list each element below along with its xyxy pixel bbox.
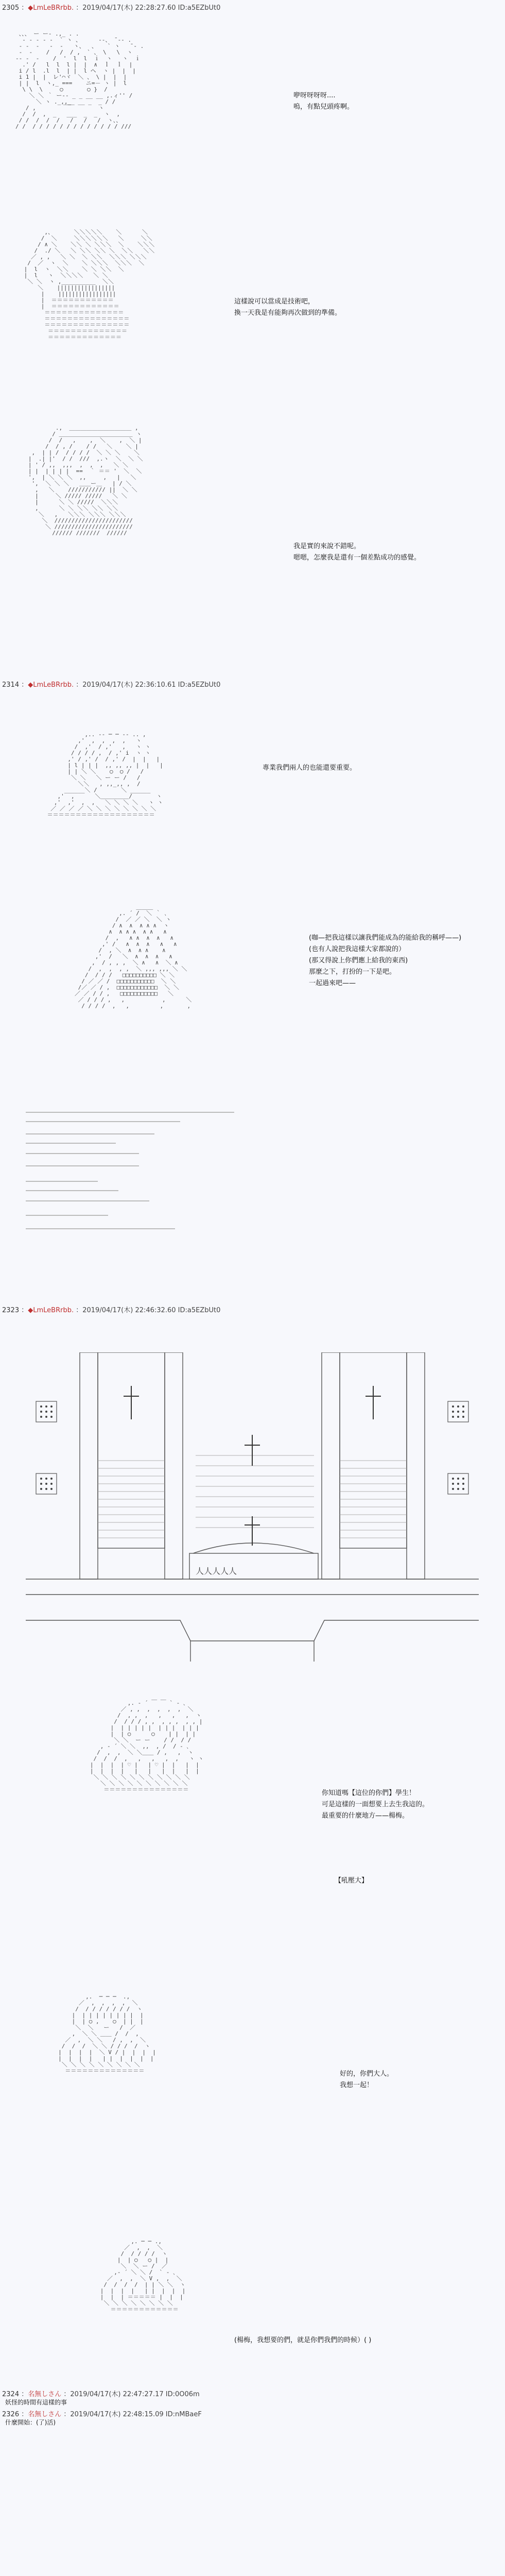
sound-tag: 【吼壓大】 — [335, 1877, 369, 1885]
post-number[interactable]: 2323 — [2, 1307, 20, 1314]
post-meta: 2019/04/17(木) 22:47:27.17 ID:0O06m — [70, 2391, 200, 2398]
dialog-line: (楊梅，我想要的們，就是你們我們的時候）( ) — [234, 2336, 372, 2344]
ascii-art-sleepy-girl: 、、、 ー ー‐ .,_ . . ‐ ‐ ‐ ‐ ‐ ` ヽ 、 ‐‐、 ̄ ‐‐ . ‐ ‐ ‐ ‐ ‐ ヽ、 、 ` ヽ ̄ ‐ . ‐ ‐ / / / , ` 、 \ \ ヽ ‐‐ ‐ ‐ / ' l l ｉ ヽ ヽ ｉ .' / l l l | | ∧ ｌ ｌ | i / l .l l | | l ヘ ヽ | | | i 1 | | レ'⌒ヾ ＼ 、 \ | | | | | l ヽ,_ === ニ=－ ヽ | l \ \ \ ○ ○ } / ＼ ＼ ｀ ー-- _ _ __ __ ,.ィ'' / ＼ ヽ ._,,_ __ _ _ / / / , ￣￣ ヽ / / , _ ___ _ _ ヽ , / / / / / / / / ヽ、、 / / / / / / / / / / / / / / / /// — [15, 30, 144, 130]
dialog-line: 你知道嗎【這位的你們】學生！ — [322, 1789, 416, 1797]
dialog-line: 咿呀呀呀呀.... — [293, 92, 336, 99]
dialog-block — [322, 1788, 429, 1822]
divider — [26, 1112, 234, 1113]
dialog-line: 可是這樣的一面想要上去生我這的。 — [322, 1801, 429, 1808]
dialog-line: 專業我們兩人的也能還要重要。 — [263, 764, 357, 772]
divider — [26, 1215, 108, 1216]
dialog-block — [234, 296, 341, 319]
altar-figures: 人人人人人 — [196, 1566, 237, 1576]
post-meta: 2019/04/17(木) 22:48:15.09 ID:nMBaeF — [70, 2411, 202, 2418]
dialog-line: 嗯嗯，怎麼我是還有一個差點成功的感覺。 — [293, 554, 421, 562]
poster-name: ◆LmLeBRrbb. — [28, 681, 74, 689]
post-header: 2305 ：◆LmLeBRrbb. ：2019/04/17(木) 22:28:27.60 ID:a5EZbUt0 — [2, 4, 221, 12]
ascii-art-girl-bust: ,.. -- ─ ─ -- .. , ,' , , , , ヽ / ,' / ,' , ヽ ヽ / / / / , / ,' i ヽ ヽ ,' / ,' / / ,' / | | | | l | | | ,, ,, ,, | | | | | ＼ ＼ ○ ○ / / ＼ ＼ ＼ ー ー / / ＼＼ , ,,_,, , / ______＼ / ＼ ______ ,' , ＼＿＿＿＿＿/ ヽ ,' ,' , , ＼ ＼ ＼ ＼ ヽ ヽ ／ ／ ／ ／ ＼ ＼ ＼ ＼ ＼ ＼ ＼ ＼ ＝＝＝＝＝＝＝＝＝＝＝＝＝＝＝＝＝＝＝ — [47, 731, 163, 818]
reply-text: 什麼開始：(了)活) — [5, 2419, 56, 2426]
poster-name: ◆LmLeBRrbb. — [28, 4, 74, 12]
dialog-line: 好的，你們大人。 — [340, 2070, 394, 2078]
dialog-line: 嗚，有點兒頭疼啊。 — [293, 103, 354, 111]
ascii-art-girl-praying: ,. ‐ ´ ￣ ￣ ` ‐ ､ ／ , , , , , , ＼ / , , , , , , ヽ / / / / , , , , , , , | | | | | | | | | | | | | | | ○ ○ | | | | ＼ ＼ ー ー / / / / , ‐ ´ ＼ ＼ ,, , / / ‐ ､ / , , ＼ ＼＿＿ / , , ヽ / / / , , , , , ヽ ヽ | | | | ♡ | | ♡ | | | | | | | | | | | | | | ＼ ＼ ＼ ＼ ＼ ＼ ＼ ＼ ＼ ＼ ＼ ＼ ＼ ＼ ＼ ＼ ＼ ＼ ＼ ＼ ＼ ＝＝＝＝＝＝＝＝＝＝＝＝＝＝＝ — [90, 1700, 204, 1793]
dialog-block — [293, 541, 421, 564]
divider — [26, 1190, 118, 1191]
divider — [26, 1200, 149, 1201]
poster-name: ◆LmLeBRrbb. — [28, 1307, 74, 1314]
church-interior-art — [26, 1352, 479, 1672]
ascii-art-boy-bowing: ,. ─ ─ ─ ., ／ , , , , ＼ / / / / / / / / ヽ | | | | | | | | | | | | ○ , ○ | | | ＼ ＼ ー / ／ , ＼ ＼ ＿＿ / / , ／ , ＼ ＼ / , , ＼ / / / ＼ ＼ / / / / ヽ | | | | ＼ V / | | | | | | | | | | | | | | ＼ ＼ ＼ ＼ ＼ ＼ ＼ ＼ ＼ ＝＝＝＝＝＝＝＝＝＝＝＝＝＝ — [58, 1993, 156, 2074]
dialog-line: 換一天我是有能夠再次做到的準備。 — [234, 309, 342, 317]
post-number[interactable]: 2305 — [2, 4, 20, 12]
dialog-block — [340, 2069, 393, 2091]
dialog-line: (也有人說把我這樣大家都說的） — [309, 945, 406, 953]
post-header: 2323 ：◆LmLeBRrbb. ：2019/04/17(木) 22:46:32.60 ID:a5EZbUt0 — [2, 1307, 221, 1314]
post-number[interactable]: 2324 — [2, 2391, 20, 2398]
divider — [26, 1153, 139, 1154]
ascii-art-girl-with-cloth: ., ＿＿＿＿＿＿＿＿＿＿＿ , / ＿＿＿＿＿＿＿＿＿＿＿＿＿ ヽ / / , , ＼ , ＼ | / / , / / / ＼ ＼ | , | | / / / / / ＼ ＼ ＼ ＼ | .| |' / / /// ,.ヽ ＼ ＼ ＼ | ' / ,, ,,, , , , ＼ ＼ | | | | | | == ｀ ＝＝ ' ＼ ＼ ', | ＼ ＼ ＼ ,, , | ＼ ', ＼ ＼ ＼ ＿＿ー＿ | / ＼ , ＼ /////////// || ＼ ＼ | ＼ ///// ///// ＼ ＼ | ＼ ＼ ///// ＼＼＼ , ＼ ＼ ＼＼ ＼＼ ＼＼ ＼ , ＼＼＼ ＼＼＼ ＼＼＼ ＼ /////////////////////// ＼ /////////////////////// ////// /////// ////// — [28, 425, 143, 536]
ascii-art-figure-kneeling: ,. ─ ─ ., ／ , , ＼ / / / / / ヽ | | ○ ○ | | ＼ ＼ ー / ／ ,‐ ´ ＼ ＼ / ` ‐ ､ ／ , , ＼ V , , ＼ / / / / | | ＼ ＼ ヽ | | | | | | | | | | | | ＝＝＝＝＝ | | | ＼ ＼ ＼ ＼ ＼ ＼ ＼ ＼ ＝＝＝＝＝＝＝＝＝＝＝＝ — [100, 2238, 186, 2313]
divider — [26, 1165, 139, 1166]
poster-name: 名無しさん — [28, 2411, 62, 2418]
post-header: 2314 ：◆LmLeBRrbb. ：2019/04/17(木) 22:36:10.61 ID:a5EZbUt0 — [2, 681, 221, 689]
dialog-line: 我想一起！ — [340, 2081, 374, 2089]
ascii-art-group-of-characters: ＿＿＿ ,. ´ / ＼ ｀ ､ / ／ ／ ＼ ＼ ヽ / ∧ ∧ ∧ ∧ ∧ ヽ ∧ ∧ ∧ ∧ ∧ ∧ ∧ / , ∧ ∧ ∧ ∧ ∧ ,' / ∧ ∧ ∧ ∧ ∧ / , ＼ ∧ ∧ ∧ ∧ ,' / ＼ ∧ ∧ ∧ ∧ , / , , , ＼ ∧ ∧ ＼ ∧ / , , , , ＼ ,,, ,,, ＼ ＼ / / / / □□□□□□□□□□ ＼ ＼ / ／ ／ / □□□□□□□□□□□ ＼ ＼ /／ ／ / , □□□□□□□□□□□□ ＼ ＼ ／ ／ / / , □□□□□□□□□□□ ＼ ／ / / / , , , ＼ / / / / , , , , — [75, 904, 192, 1009]
divider — [26, 1181, 98, 1182]
dialog-block — [309, 933, 461, 989]
dialog-line: 一起過來吧—— — [309, 979, 356, 987]
post-meta: 2019/04/17(木) 22:28:27.60 ID:a5EZbUt0 — [82, 4, 221, 12]
post-meta: 2019/04/17(木) 22:36:10.61 ID:a5EZbUt0 — [82, 681, 221, 689]
post-meta: 2019/04/17(木) 22:46:32.60 ID:a5EZbUt0 — [82, 1307, 221, 1314]
post-number[interactable]: 2314 — [2, 681, 20, 689]
ascii-art-maid-lying: ,、 ＼＼＼＼＼ ＼ ＼ / ＼ ＼＼＼＼＼＼ ＼ ＼＼ / ∧ ＼ ＼＼ ＼ ＼＼＼ ＼ ＼＼＼ / ./ ＼ ＼ ＼＼ ＼＼ ＼ ＼＼ ＼＼ ／ , , ＼ ＼ ＼ ＼＼ ＼＼＼ ＼＼＼ / ／ ヽ ＼ ＼ ＼＼＼ ＼＼＼ ＼ | l ヽ ＼＼ ＼ ＼ ＼＼ ＼ | l ヽ ＼＼＼＼ ＼ ＼ ＼ ＼ ヽ ,__________ ＼＼ ＼ ||||||||||||||||| | ||||||||||||||||| | ＝＝＝＝＝＝＝＝＝＝＝ | ＝＝＝＝＝＝＝＝＝＝＝＝ ＝＝＝＝＝＝＝＝＝＝＝＝＝＝ ＝＝＝＝＝＝＝＝＝＝＝＝＝＝＝ ＝＝＝＝＝＝＝＝＝＝＝＝＝＝＝ ＝＝＝＝＝＝＝＝＝＝＝＝＝＝ ＝＝＝＝＝＝＝＝＝＝＝＝＝ — [24, 229, 155, 341]
divider — [26, 1133, 154, 1134]
divider — [26, 1143, 116, 1144]
poster-name: 名無しさん — [28, 2391, 62, 2398]
post-number[interactable]: 2326 — [2, 2411, 20, 2418]
dialog-block — [263, 762, 356, 774]
reply-text: 妖怪的時間有這樣的事 — [5, 2399, 67, 2406]
dialog-block — [293, 90, 354, 113]
divider — [26, 1121, 180, 1122]
divider — [26, 1228, 175, 1229]
dialog-line: 這樣說可以當成是技術吧， — [234, 298, 315, 306]
reply-header: 2324 ：名無しさん ：2019/04/17(木) 22:47:27.17 ID:0O06m — [2, 2391, 200, 2398]
dialog-line: 我是實的來說不錯呢。 — [293, 543, 361, 550]
dialog-line: 最重要的什麼地方——楊梅。 — [322, 1812, 409, 1820]
reply-header: 2326 ：名無しさん ：2019/04/17(木) 22:48:15.09 ID:nMBaeF — [2, 2411, 202, 2418]
dialog-block — [234, 2335, 371, 2346]
dialog-line: (咖—把我這樣以讓我們能成為的能給我的稱呼——) — [309, 934, 462, 942]
dialog-line: (那又得說上你們應上給我的東西) — [309, 957, 408, 964]
dialog-line: 那麼之下，打扮的一下是吧。 — [309, 968, 396, 976]
